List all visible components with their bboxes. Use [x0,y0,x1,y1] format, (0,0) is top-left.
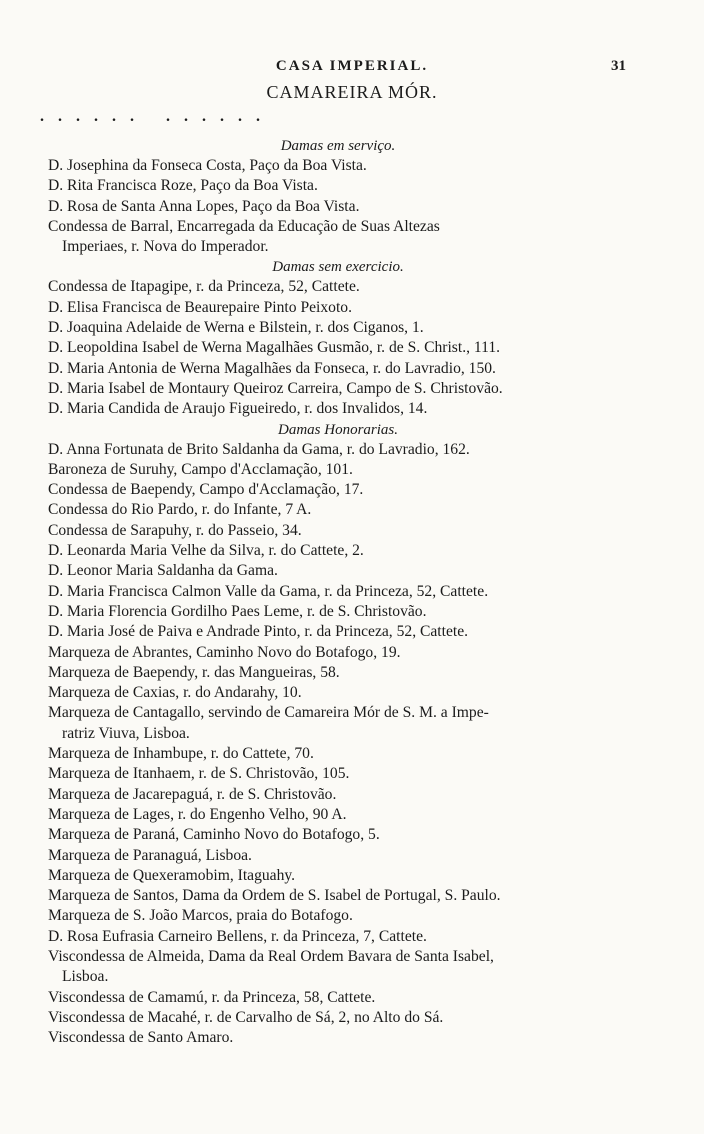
list-item [48,480,628,500]
entry-line: D. Maria Isabel de Montaury Queiroz Carreira, Campo de S. Christovão. [48,379,503,397]
list-item [48,359,628,379]
list-item [48,744,628,764]
entry-line: D. Leonor Maria Saldanha da Gama. [48,562,278,580]
list-item [48,298,628,318]
entry-line: Condessa de Sarapuhy, r. do Passeio, 34. [48,521,302,539]
entry-line: Marqueza de Caxias, r. do Andarahy, 10. [48,684,302,702]
entry-line: Viscondessa de Camamú, r. da Princeza, 58, Cattete. [48,988,376,1006]
list-item [48,379,628,399]
list-item [48,582,628,602]
entry-line: Marqueza de Itanhaem, r. de S. Christovão, 105. [48,765,350,783]
entry-line: D. Elisa Francisca de Beaurepaire Pinto Peixoto. [48,298,352,316]
entry-line: Marqueza de Quexeramobim, Itaguahy. [48,866,296,884]
list-item [48,156,628,176]
entry-line: D. Maria Antonia de Werna Magalhães da Fonseca, r. do Lavradio, 150. [48,359,496,377]
list-item [48,541,628,561]
page-header [0,58,704,82]
list-item [48,825,628,845]
list-item [48,602,628,622]
list-item [48,622,628,642]
entry-line: D. Leonarda Maria Velhe da Silva, r. do Cattete, 2. [48,542,364,560]
entry-line: Condessa de Barral, Encarregada da Educação de Suas Altezas [48,217,440,235]
entry-line: Marqueza de S. João Marcos, praia do Botafogo. [48,907,353,925]
entry-line: D. Leopoldina Isabel de Werna Magalhães Gusmão, r. de S. Christ., 111. [48,339,501,357]
list-item [48,947,628,988]
entry-line: D. Maria Florencia Gordilho Paes Leme, r. de S. Christovão. [48,602,427,620]
entry-line: Marqueza de Jacarepaguá, r. de S. Christovão. [48,785,337,803]
list-item [48,338,628,358]
list-item [48,886,628,906]
list-item [48,1008,628,1028]
entry-line: D. Rita Francisca Roze, Paço da Boa Vista. [48,177,318,195]
list-item [48,866,628,886]
entry-line: Marqueza de Paraná, Caminho Novo do Botafogo, 5. [48,826,380,844]
running-title: CASA IMPERIAL. [275,58,429,74]
entry-line: Marqueza de Abrantes, Caminho Novo do Botafogo, 19. [48,643,401,661]
entry-continuation: ratriz Viuva, Lisboa. [62,724,190,742]
subsection-heading: Damas Honorarias. [277,421,398,438]
entry-line: D. Rosa Eufrasia Carneiro Bellens, r. da Princeza, 7, Cattete. [48,927,427,945]
page-number: 31 [611,58,626,74]
entry-line: D. Joaquina Adelaide de Werna e Bilstein, r. dos Ciganos, 1. [48,319,424,337]
list-item [48,460,628,480]
entry-line: Viscondessa de Almeida, Dama da Real Ordem Bavara de Santa Isabel, [48,947,494,965]
dotted-separator: ...... ...... [40,108,274,125]
list-item [48,764,628,784]
list-item [48,318,628,338]
entry-line: Marqueza de Cantagallo, servindo de Camareira Mór de S. M. a Impe- [48,704,489,722]
list-item [48,440,628,460]
entry-line: Marqueza de Baependy, r. das Mangueiras, 58. [48,663,340,681]
list-item [48,805,628,825]
entry-line: Viscondessa de Macahé, r. de Carvalho de Sá, 2, no Alto do Sá. [48,1008,444,1026]
section-title: CAMAREIRA MÓR. [266,82,438,102]
entry-continuation: Lisboa. [62,968,109,986]
entry-line: D. Maria José de Paiva e Andrade Pinto, r. da Princeza, 52, Cattete. [48,623,469,641]
list-item [48,277,628,297]
list-item [48,217,628,258]
list-item [48,643,628,663]
entry-line: D. Josephina da Fonseca Costa, Paço da Boa Vista. [48,157,367,174]
list-item [48,521,628,541]
list-item [48,176,628,196]
entry-line: Condessa do Rio Pardo, r. do Infante, 7 A. [48,501,312,519]
entry-line: Marqueza de Paranaguá, Lisboa. [48,846,252,864]
list-item [48,988,628,1008]
entry-line: Viscondessa de Santo Amaro. [48,1029,234,1047]
list-item [48,703,628,744]
list-item [48,846,628,866]
entry-line: Marqueza de Lages, r. do Engenho Velho, 90 A. [48,805,347,823]
entry-line: Baroneza de Suruhy, Campo d'Acclamação, 101. [48,460,353,478]
list-item [48,561,628,581]
list-item [48,663,628,683]
entry-line: Condessa de Itapagipe, r. da Princeza, 52, Cattete. [48,278,360,296]
list-item [48,197,628,217]
entry-line: D. Maria Francisca Calmon Valle da Gama, r. da Princeza, 52, Cattete. [48,582,489,600]
subsection-heading: Damas em serviço. [280,138,396,154]
list-item [48,906,628,926]
entries-list [48,136,628,1048]
entry-line: Marqueza de Santos, Dama da Ordem de S. Isabel de Portugal, S. Paulo. [48,887,501,905]
list-item [48,1028,628,1048]
entry-line: D. Maria Candida de Araujo Figueiredo, r. dos Invalidos, 14. [48,400,428,418]
list-item [48,785,628,805]
list-item [48,399,628,419]
list-item [48,927,628,947]
subsection-heading: Damas sem exercicio. [272,259,404,276]
list-item [48,500,628,520]
entry-line: D. Rosa de Santa Anna Lopes, Paço da Boa Vista. [48,197,360,215]
entry-line: D. Anna Fortunata de Brito Saldanha da Gama, r. do Lavradio, 162. [48,440,470,458]
entry-line: Condessa de Baependy, Campo d'Acclamação, 17. [48,481,364,499]
entry-continuation: Imperiaes, r. Nova do Imperador. [62,238,269,256]
list-item [48,683,628,703]
entry-line: Marqueza de Inhambupe, r. do Cattete, 70. [48,745,314,763]
